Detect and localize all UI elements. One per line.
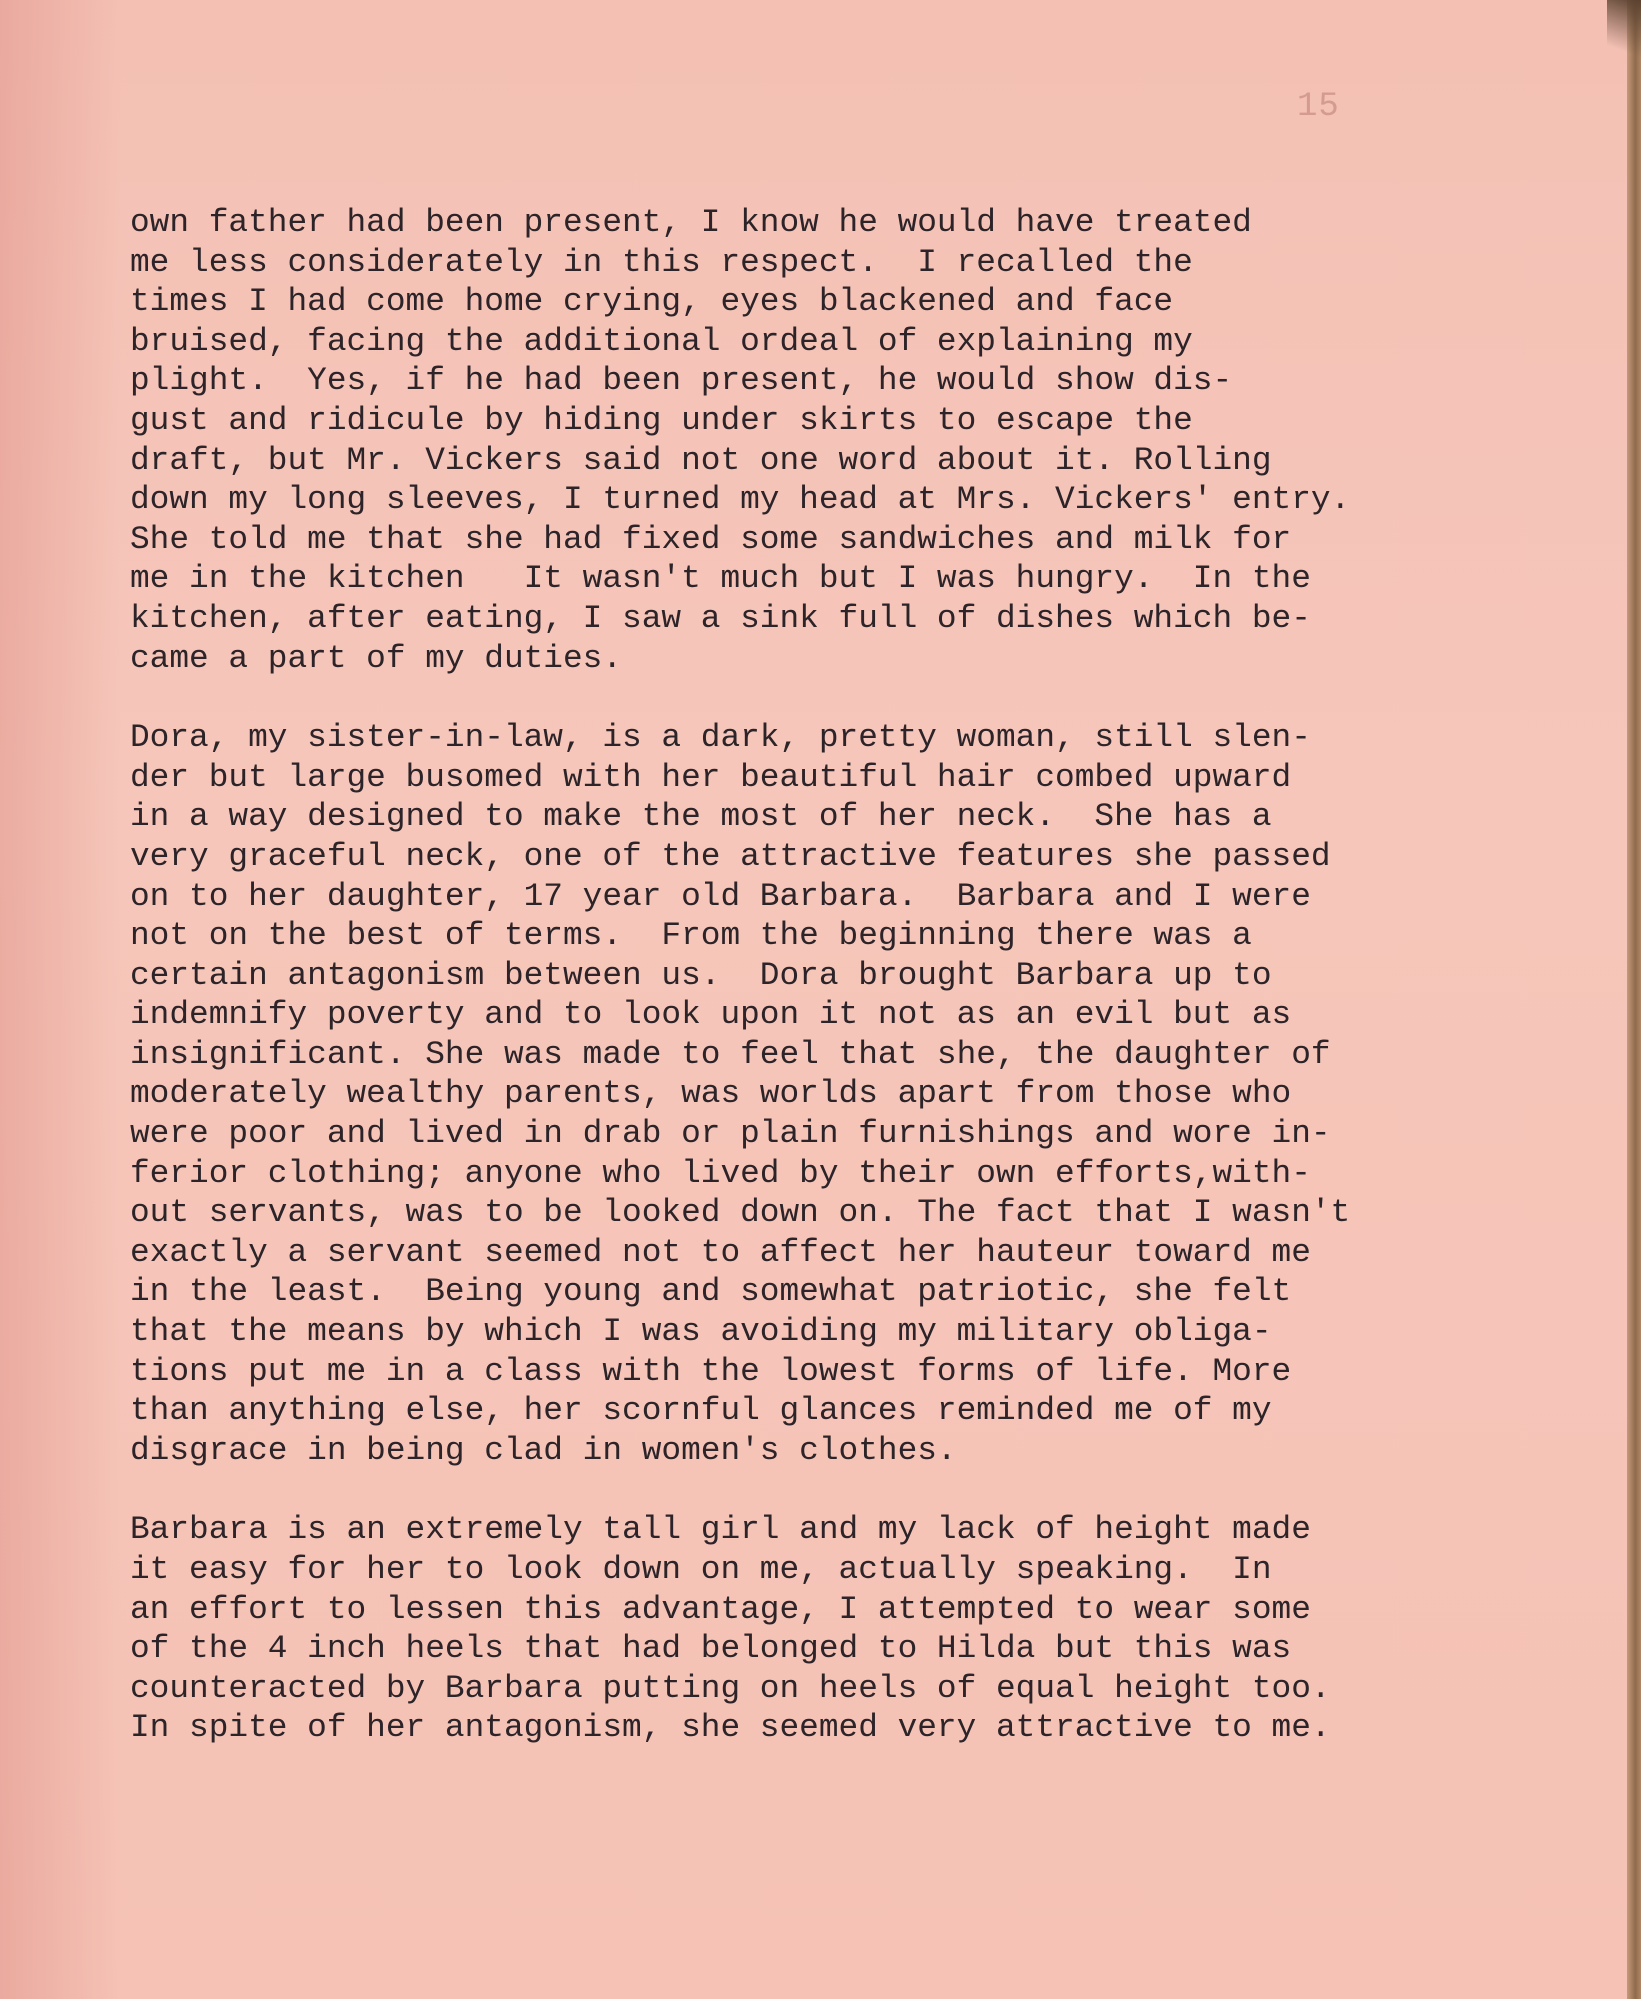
body-text bbox=[130, 203, 1450, 1788]
text-line: times I had come home crying, eyes blackened and face bbox=[130, 283, 1174, 321]
paragraph-3 bbox=[130, 1510, 1450, 1748]
text-line: me less considerately in this respect. I recalled the bbox=[130, 243, 1193, 281]
text-line: came a part of my duties. bbox=[130, 639, 623, 677]
text-line: an effort to lessen this advantage, I attempted to wear some bbox=[130, 1590, 1311, 1628]
text-line: insignificant. She was made to feel that she, the daughter of bbox=[130, 1035, 1331, 1073]
text-line: were poor and lived in drab or plain furnishings and wore in- bbox=[130, 1115, 1331, 1153]
text-line: She told me that she had fixed some sandwiches and milk for bbox=[130, 520, 1292, 558]
text-line: moderately wealthy parents, was worlds apart from those who bbox=[130, 1075, 1292, 1113]
text-line: draft, but Mr. Vickers said not one word about it. Rolling bbox=[130, 441, 1272, 479]
text-line: me in the kitchen It wasn't much but I was hungry. In the bbox=[130, 560, 1311, 598]
text-line: tions put me in a class with the lowest forms of life. More bbox=[130, 1352, 1292, 1390]
text-line: Dora, my sister-in-law, is a dark, pretty woman, still slen- bbox=[130, 719, 1311, 757]
text-line: certain antagonism between us. Dora brought Barbara up to bbox=[130, 956, 1272, 994]
text-line: exactly a servant seemed not to affect her hauteur toward me bbox=[130, 1233, 1311, 1271]
text-line: plight. Yes, if he had been present, he would show dis- bbox=[130, 362, 1233, 400]
text-line: counteracted by Barbara putting on heels of equal height too. bbox=[130, 1669, 1331, 1707]
text-line: in the least. Being young and somewhat patriotic, she felt bbox=[130, 1273, 1292, 1311]
text-line: very graceful neck, one of the attractive features she passed bbox=[130, 837, 1331, 875]
text-line: it easy for her to look down on me, actually speaking. In bbox=[130, 1551, 1272, 1588]
page-edge-shadow bbox=[1627, 0, 1641, 1999]
text-line: that the means by which I was avoiding my military obliga- bbox=[130, 1313, 1272, 1351]
text-line: gust and ridicule by hiding under skirts to escape the bbox=[130, 401, 1193, 439]
text-line: not on the best of terms. From the beginning there was a bbox=[130, 917, 1252, 955]
text-line: bruised, facing the additional ordeal of explaining my bbox=[130, 322, 1193, 360]
page-number: 15 bbox=[1297, 88, 1340, 126]
text-line: out servants, was to be looked down on. The fact that I wasn't bbox=[130, 1194, 1351, 1232]
paragraph-1 bbox=[130, 203, 1450, 678]
text-line: in a way designed to make the most of her neck. She has a bbox=[130, 798, 1272, 836]
text-line: disgrace in being clad in women's clothes. bbox=[130, 1431, 957, 1469]
text-line: kitchen, after eating, I saw a sink full of dishes which be- bbox=[130, 599, 1311, 637]
text-line: own father had been present, I know he would have treated bbox=[130, 204, 1252, 241]
paragraph-2 bbox=[130, 718, 1450, 1470]
text-line: ferior clothing; anyone who lived by their own efforts,with- bbox=[130, 1154, 1311, 1192]
text-line: In spite of her antagonism, she seemed very attractive to me. bbox=[130, 1709, 1331, 1747]
text-line: of the 4 inch heels that had belonged to Hilda but this was bbox=[130, 1630, 1292, 1668]
text-line: than anything else, her scornful glances reminded me of my bbox=[130, 1392, 1272, 1430]
text-line: on to her daughter, 17 year old Barbara. Barbara and I were bbox=[130, 877, 1311, 915]
text-line: down my long sleeves, I turned my head at Mrs. Vickers' entry. bbox=[130, 481, 1351, 519]
text-line: Barbara is an extremely tall girl and my lack of height made bbox=[130, 1511, 1311, 1549]
text-line: der but large busomed with her beautiful hair combed upward bbox=[130, 758, 1292, 796]
text-line: indemnify poverty and to look upon it not as an evil but as bbox=[130, 996, 1292, 1034]
